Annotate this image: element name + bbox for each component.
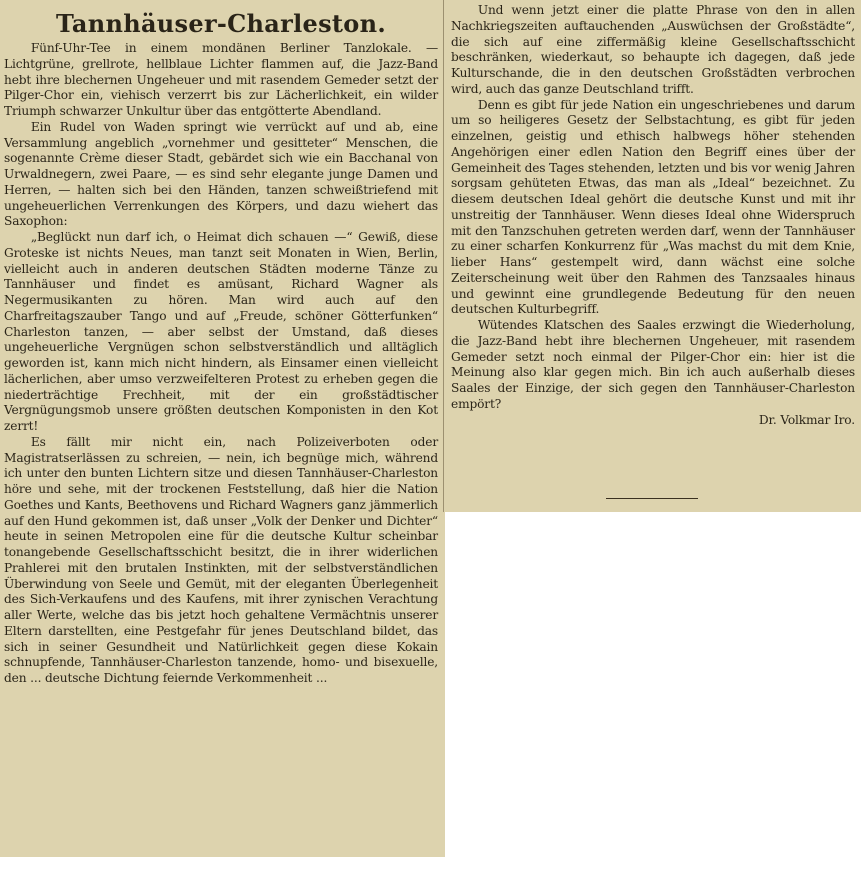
end-rule	[606, 498, 698, 499]
paragraph-4: Es fällt mir nicht ein, nach Polizeiverboten oder Magistratserlässen zu schreien, — nein, ich begnüge mich, während ich unter den bunten Lichtern sitze und diesen Tannhäuser-Charleston höre und sehe, mit der trockenen Feststellung, daß hier die Nation Goethes und Kants, Beethovens und Richard Wagners ganz jämmerlich auf den Hund gekommen ist, daß unser „Volk der Denker und Dichter“ heute in seinen Metropolen eine für die deutsche Kultur scheinbar tonangebende Gesellschaftsschicht besitzt, die in ihrer widerlichen Prahlerei mit den brutalen Instinkten, mit der selbstverständlichen Überwindung von Seele und Gemüt, mit der eleganten Überlegenheit des Sich-Verkaufens und des Kaufens, mit ihrer zynischen Verachtung aller Werte, welche das bis jetzt hoch gehaltene Vermächtnis unserer Eltern darstellten, eine Pestgefahr für jenes Deutschland bildet, das sich in seiner Gesundheit und Natürlichkeit gegen diese Kokain schnupfende, Tannhäuser-Charleston tanzende, homo- und bisexuelle, den ... deutsche Dichtung feiernde Verkommenheit ...	[4, 434, 438, 685]
paragraph-5: Und wenn jetzt einer die platte Phrase von den in allen Nachkriegszeiten auftauchenden „Auswüchsen der Großstädte“, die sich auf eine ziffermäßig kleine Gesellschaftsschicht beschränken, wiederkaut, so behaupte ich dagegen, daß jede Kulturschande, die in den deutschen Großstädten verbrochen wird, auch das ganze Deutschland trifft.	[451, 3, 855, 96]
paragraph-2: Ein Rudel von Waden springt wie verrückt auf und ab, eine Versammlung angeblich „vornehmer und gesitteter“ Menschen, die sogenannte Crème dieser Stadt, gebärdet sich wie ein Bacchanal von Urwaldnegern, zwei Paare, — es sind sehr elegante junge Damen und Herren, — halten sich bei den Händen, tanzen schweißtriefend mit ungeheuerlichen Verrenkungen des Körpers, und dazu wiehert das Saxophon:	[4, 119, 438, 229]
paragraph-1: Fünf-Uhr-Tee in einem mondänen Berliner Tanzlokale. — Lichtgrüne, grellrote, hellblaue Lichter flammen auf, die Jazz-Band hebt ihre blechernen Ungeheuer und mit rasendem Gemeder setzt der Pilger-Chor ein, viehisch verzerrt bis zur Lächerlichkeit, ein wilder Triumph schwarzer Unkultur über das entgötterte Abendland.	[4, 41, 438, 118]
left-column	[4, 8, 438, 687]
article-title: Tannhäuser-Charleston.	[56, 9, 386, 38]
author-signature: Dr. Volkmar Iro.	[758, 412, 855, 427]
column-divider	[443, 0, 444, 512]
paragraph-6: Denn es gibt für jede Nation ein ungeschriebenes und darum um so heiligeres Gesetz der Selbstachtung, es gibt für jeden einzelnen, geistig und ethisch halbwegs höher stehenden Angehörigen einer edlen Nation den Begriff eines über der Gemeinheit des Tages stehenden, letzten und bis vor wenig Jahren sorgsam gehüteten Etwas, das man als „Ideal“ bezeichnet. Zu diesem deutschen Ideal gehört die deutsche Kunst und mit ihr unstreitig der Tannhäuser. Wenn dieses Ideal ohne Widerspruch mit den Tanzschuhen getreten werden darf, wenn der Tannhäuser zu einer scharfen Konkurrenz für „Was machst du mit dem Knie, lieber Hans“ gestempelt wird, dann wächst eine solche Zeiterscheinung weit über den Rahmen des Tanzsaales hinaus und gewinnt eine grundlegende Bedeutung für den neuen deutschen Kulturbegriff.	[451, 97, 855, 317]
paragraph-3: „Beglückt nun darf ich, o Heimat dich schauen —“ Gewiß, diese Groteske ist nichts Neues, man tanzt seit Monaten in Wien, Berlin, vielleicht auch in anderen deutschen Städten moderne Tänze zu Tannhäuser und findet es amüsant, Richard Wagner als Negermusikanten zu hören. Man wird auch auf den Charfreitagszauber Tango und auf „Freude, schöner Götterfunken“ Charleston tanzen, — aber selbst der Umstand, daß dieses ungeheuerliche Vergnügen schon selbstverständlich und alltäglich geworden ist, kann mich nicht hindern, als Einsamer einen vielleicht lächerlichen, aber umso verzweifelteren Protest zu erheben gegen die niederträchtige Frechheit, mit der ein großstädtischer Vergnügungsmob unsere größten deutschen Komponisten in den Kot zerrt!	[4, 230, 438, 433]
right-column	[451, 3, 855, 428]
paragraph-7: Wütendes Klatschen des Saales erzwingt die Wiederholung, die Jazz-Band hebt ihre blechernen Ungeheuer, mit rasendem Gemeder setzt noch einmal der Pilger-Chor ein: hier ist die Meinung also klar gegen mich. Bin ich auch außerhalb dieses Saales der Einzige, der sich gegen den Tannhäuser-Charleston empört?	[451, 318, 855, 411]
